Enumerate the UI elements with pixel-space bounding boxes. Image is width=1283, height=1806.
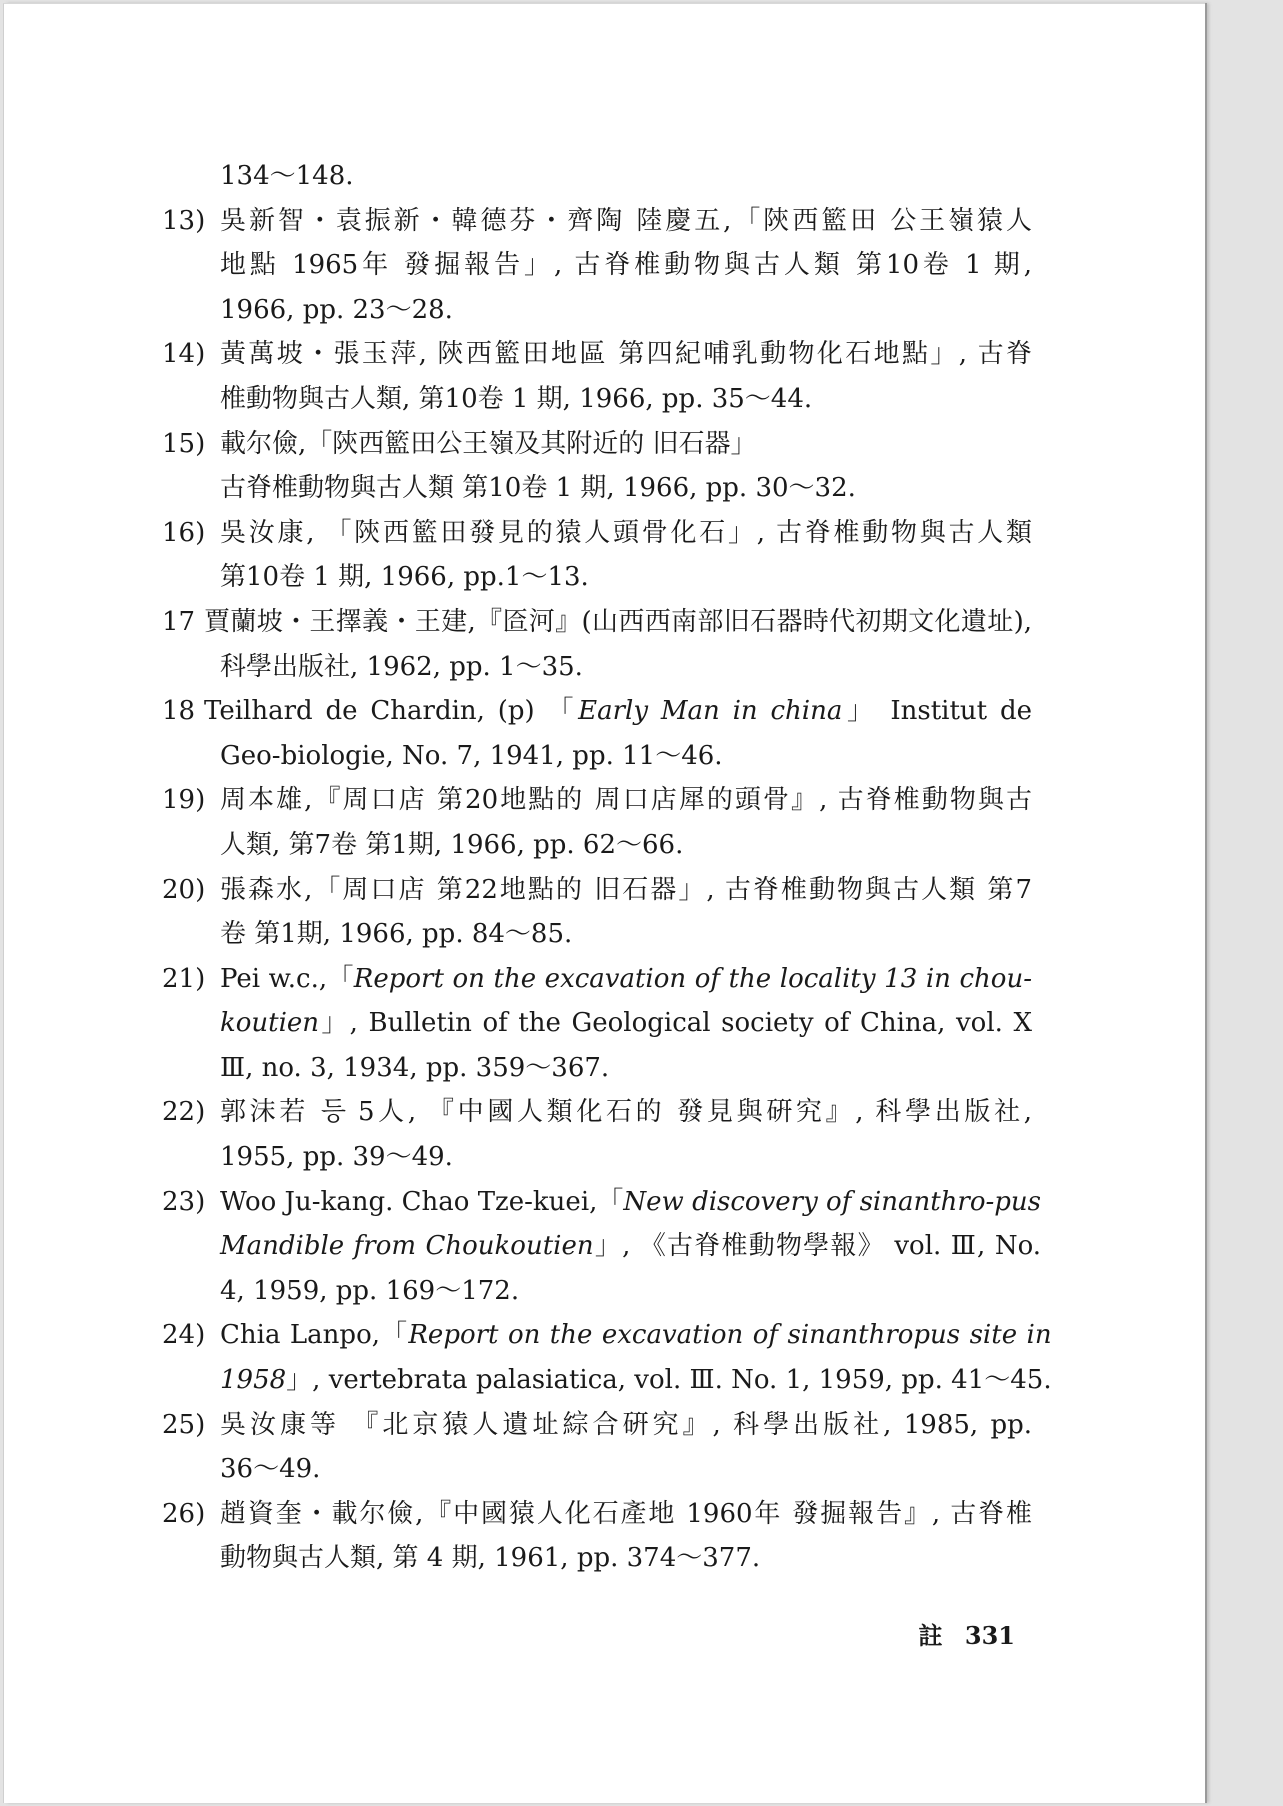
footnote-line: 1958」, vertebrata palasiatica, vol. Ⅲ. No. 1, 1959, pp. 41～45. (220, 1365, 1052, 1396)
footnote-number: 14) (162, 339, 206, 370)
footnote-item (162, 600, 1032, 689)
footnote-number: 13) (162, 205, 206, 236)
footnote-number: 15) (162, 428, 206, 459)
footnote-number: 17 (162, 606, 196, 637)
footnote-line: 古脊椎動物與古人類 第10卷 1 期, 1966, pp. 30～32. (220, 473, 856, 504)
footnote-line: 人類, 第7卷 第1期, 1966, pp. 62～66. (220, 829, 684, 860)
footnote-line: 椎動物與古人類, 第10卷 1 期, 1966, pp. 35～44. (220, 383, 813, 414)
footnote-line: Woo Ju-kang. Chao Tze-kuei,「New discovery of sinanthro-pus (220, 1186, 1042, 1217)
footnote-item (162, 1090, 1032, 1179)
footnote-item (162, 199, 1032, 333)
footnote-number: 18 (162, 696, 196, 727)
footnote-line: 1955, pp. 39～49. (220, 1142, 453, 1173)
footnote-line: 吳新智・袁振新・韓德芬・齊陶 陸慶五,「陝西籃田 公王嶺猿人 (220, 205, 1032, 236)
footnote-line: 吳汝康, 「陝西籃田發見的猿人頭骨化石」, 古脊椎動物與古人類 (220, 517, 1032, 548)
footnote-line: Chia Lanpo,「Report on the excavation of sinanthropus site in (220, 1320, 1052, 1351)
footnote-line: 周本雄,『周口店 第20地點的 周口店犀的頭骨』, 古脊椎動物與古 (220, 785, 1032, 816)
footnote-item (162, 957, 1032, 1091)
footnote-line: Ⅲ, no. 3, 1934, pp. 359～367. (220, 1052, 610, 1083)
footnote-item (162, 511, 1032, 600)
footnote-number: 22) (162, 1097, 206, 1128)
footnote-number: 26) (162, 1498, 206, 1529)
footer-label: 註 (918, 1621, 943, 1650)
footnote-line: 張森水,「周口店 第22地點的 旧石器」, 古脊椎動物與古人類 第7 (220, 874, 1032, 905)
footnote-line: 1966, pp. 23～28. (220, 294, 453, 325)
footnote-line: 黃萬坡・張玉萍, 陝西籃田地區 第四紀哺乳動物化石地點」, 古脊 (220, 339, 1032, 370)
footnote-item (162, 422, 1032, 511)
footnote-number: 24) (162, 1320, 206, 1351)
footnote-item (162, 689, 1032, 778)
footnote-item (162, 332, 1032, 421)
document-page (3, 3, 1205, 1803)
footnote-item (162, 1180, 1042, 1314)
page-footer (919, 1616, 1015, 1651)
footnote-line: 36～49. (220, 1454, 321, 1485)
footnote-item (162, 154, 1032, 199)
page-number: 331 (964, 1621, 1015, 1650)
footnote-line: 地點 1965年 發掘報告」, 古脊椎動物與古人類 第10卷 1 期, (220, 250, 1032, 281)
footnote-item (162, 778, 1032, 867)
footnote-line: 134～148. (220, 161, 354, 191)
footnote-line: Pei w.c.,「Report on the excavation of the locality 13 in chou- (220, 963, 1032, 994)
footnote-number: 20) (162, 874, 206, 905)
footnote-line: 科學出版社, 1962, pp. 1～35. (220, 651, 583, 682)
footnote-number: 16) (162, 517, 206, 548)
footnote-line: Teilhard de Chardin, (p) 「Early Man in china」 Institut de (204, 696, 1032, 727)
footnote-item (162, 868, 1032, 957)
footnote-number: 19) (162, 785, 206, 816)
footnote-number: 21) (162, 963, 206, 994)
footnote-number: 23) (162, 1186, 206, 1217)
footnote-line: koutien」, Bulletin of the Geological society of China, vol. X (220, 1008, 1032, 1039)
footnote-number: 25) (162, 1409, 206, 1440)
footnote-line: 載尔儉,「陝西籃田公王嶺及其附近的 旧石器」 (220, 428, 757, 459)
footnote-line: Geo-biologie, No. 7, 1941, pp. 11～46. (220, 740, 723, 771)
footnote-line: 卷 第1期, 1966, pp. 84～85. (220, 919, 573, 950)
footnote-item (162, 1313, 1052, 1402)
footnote-line: 吳汝康等 『北京猿人遺址綜合硏究』, 科學出版社, 1985, pp. (220, 1409, 1032, 1440)
footnote-line: 賈蘭坡・王擇義・王建,『匼河』(山西西南部旧石器時代初期文化遺址), (204, 606, 1032, 637)
footnote-line: 4, 1959, pp. 169～172. (220, 1275, 520, 1306)
footnote-line: Mandible from Choukoutien」, 《古脊椎動物學報》 vol. Ⅲ, No. (220, 1231, 1042, 1262)
footnote-line: 郭沫若 등 5人, 『中國人類化石的 發見與硏究』, 科學出版社, (220, 1097, 1032, 1128)
footnote-line: 動物與古人類, 第 4 期, 1961, pp. 374～377. (220, 1543, 761, 1574)
footnote-item (162, 1492, 1032, 1581)
footnote-item (162, 1403, 1032, 1492)
footnote-list (162, 154, 1052, 1581)
footnote-line: 第10卷 1 期, 1966, pp.1～13. (220, 562, 589, 593)
footnote-line: 趙資奎・載尔儉,『中國猿人化石產地 1960年 發掘報告』, 古脊椎 (220, 1498, 1032, 1529)
